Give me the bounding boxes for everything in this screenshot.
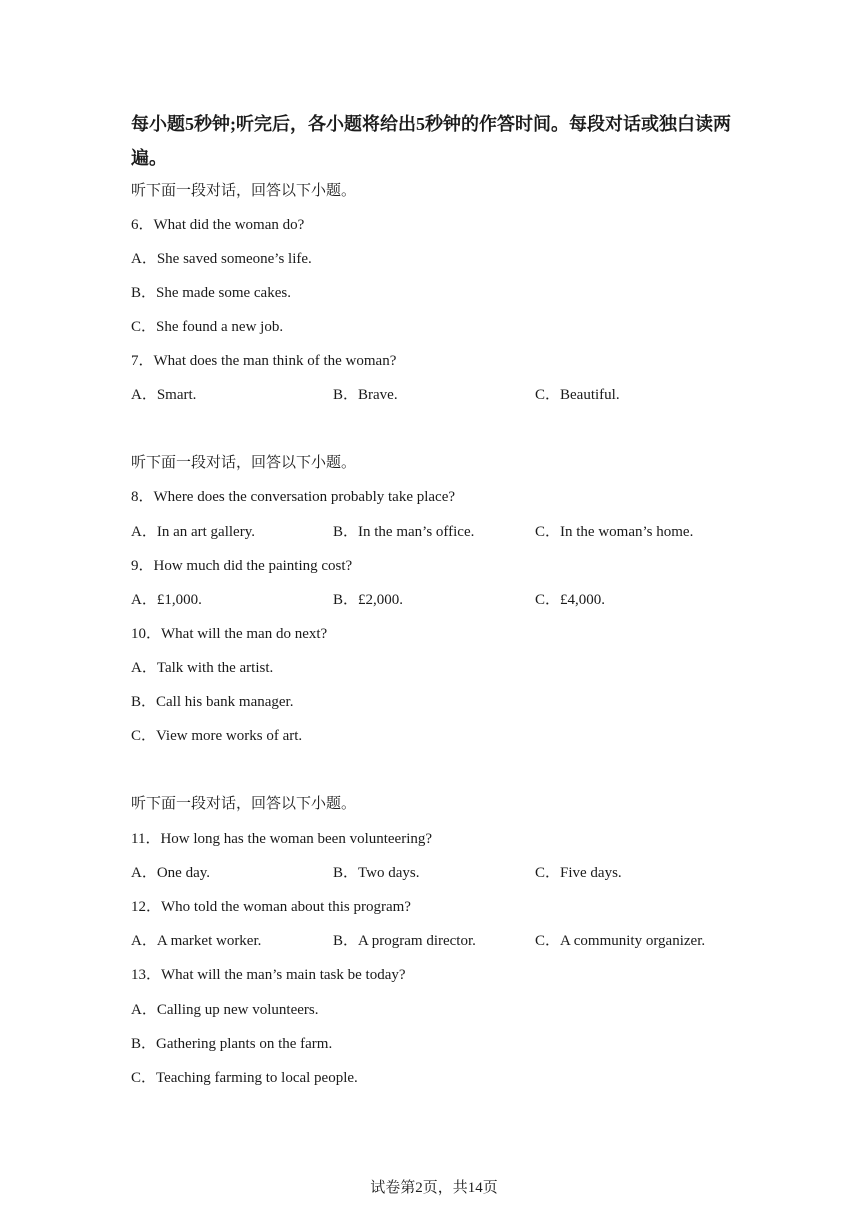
option-c: C．Beautiful.: [535, 387, 620, 403]
section-instruction: 听下面一段对话，回答以下小题。: [131, 183, 357, 199]
option-b: B．Call his bank manager.: [131, 694, 294, 710]
option-b: B．£2,000.: [333, 592, 404, 608]
option-b: B．She made some cakes.: [131, 285, 291, 301]
option-a: A．Smart.: [131, 387, 197, 403]
option-a: A．Talk with the artist.: [131, 660, 274, 676]
option-c: C．Teaching farming to local people.: [131, 1070, 358, 1086]
question-stem: 6．What did the woman do?: [131, 217, 305, 233]
option-a: A．Calling up new volunteers.: [131, 1002, 319, 1018]
option-a: A．£1,000.: [131, 592, 202, 608]
option-row: [131, 863, 751, 883]
option-a: A．One day.: [131, 865, 211, 881]
option-c: C．£4,000.: [535, 592, 606, 608]
section-intro-text: 每小题5秒钟;听完后，各小题将给出5秒钟的作答时间。每段对话或独白读两遍。: [131, 114, 731, 168]
option-a: A．A market worker.: [131, 933, 262, 949]
option-row: [131, 385, 751, 405]
option-a: A．In an art gallery.: [131, 524, 255, 540]
section-instruction: 听下面一段对话，回答以下小题。: [131, 455, 357, 471]
option-c: C．She found a new job.: [131, 319, 284, 335]
option-b: B．Brave.: [333, 387, 398, 403]
page-footer: 试卷第2页，共14页: [370, 1180, 498, 1196]
option-row: [131, 931, 751, 951]
option-c: C．View more works of art.: [131, 728, 303, 744]
question-stem: 7．What does the man think of the woman?: [131, 353, 397, 369]
question-stem: 9．How much did the painting cost?: [131, 558, 353, 574]
option-b: B．In the man’s office.: [333, 524, 475, 540]
option-c: C．A community organizer.: [535, 933, 706, 949]
question-stem: 12．Who told the woman about this program?: [131, 899, 411, 915]
option-c: C．In the woman’s home.: [535, 524, 694, 540]
option-row: [131, 590, 751, 610]
option-b: B．A program director.: [333, 933, 476, 949]
option-a: A．She saved someone’s life.: [131, 251, 312, 267]
question-stem: 8．Where does the conversation probably take place?: [131, 489, 456, 505]
section-instruction: 听下面一段对话，回答以下小题。: [131, 796, 357, 812]
option-c: C．Five days.: [535, 865, 622, 881]
option-row: [131, 522, 751, 542]
option-b: B．Gathering plants on the farm.: [131, 1036, 333, 1052]
option-b: B．Two days.: [333, 865, 420, 881]
question-stem: 10．What will the man do next?: [131, 626, 328, 642]
question-stem: 11．How long has the woman been volunteering?: [131, 831, 433, 847]
question-stem: 13．What will the man’s main task be today?: [131, 967, 406, 983]
